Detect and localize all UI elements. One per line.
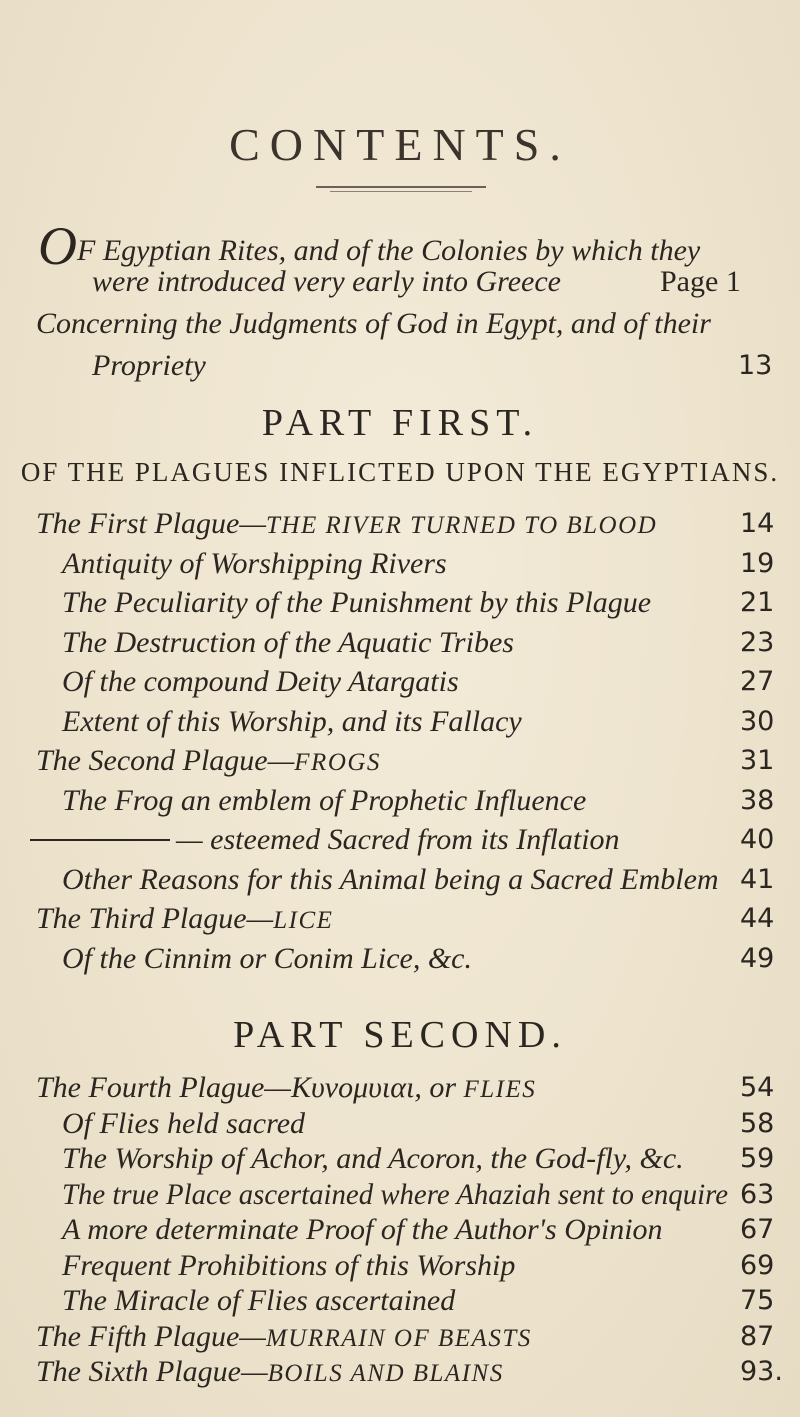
toc-entry-lead: The Fourth Plague—Κυνομυιαι, or [36,1071,464,1104]
toc-entry [0,1281,800,1321]
toc-entry-text [62,583,651,623]
toc-entry-page: 69 [740,1249,775,1281]
toc-entry [0,1175,800,1215]
toc-entry-title: The true Place ascertained where Ahaziah sent to enquire [62,1177,729,1211]
toc-entry-text [36,899,333,941]
part-second-heading: PART SECOND. [233,1014,567,1056]
toc-entry-page: 21 [740,587,775,618]
toc-entry [0,899,800,939]
toc-entry-text [62,623,514,663]
intro-text-3: Concerning the Judgments of God in Egypt, and of their [36,307,711,340]
toc-entry-text [30,820,620,860]
part-first-subheading [0,452,800,492]
toc-entry-page: 27 [740,666,775,697]
toc-entry [0,662,800,702]
toc-entry [0,1104,800,1144]
drop-cap: O [38,216,77,276]
toc-entry-title: Antiquity of Worshipping Rivers [62,546,447,580]
toc-entry-lead: The Sixth Plague— [36,1355,268,1388]
toc-entry-text [62,781,586,821]
intro-text-2: were introduced very early into Greece [92,265,561,298]
intro-text-1: F Egyptian Rites, and of the Colonies by which they [77,234,701,267]
toc-entry-text [36,504,657,546]
toc-entry-text [62,1104,305,1144]
toc-entry [0,544,800,584]
toc-entry-page: 30 [740,705,775,737]
toc-entry-smallcaps: LICE [273,907,334,934]
toc-entry-title: Extent of this Worship, and its Fallacy [62,704,522,738]
toc-entry [0,623,800,663]
intro-line-2 [0,262,800,302]
toc-entry-lead: The First Plague— [36,507,266,540]
toc-entry-text [62,1281,455,1321]
ditto-rule [30,839,170,841]
toc-entry [0,1352,800,1392]
toc-entry-text [62,860,719,900]
toc-entry-page: 49 [740,942,775,974]
toc-entry-page: 19 [740,547,775,579]
toc-entry-page: 31 [740,745,775,776]
toc-entry-title: Other Reasons for this Animal being a Sacred Emblem [62,862,719,896]
toc-entry-text [36,1352,504,1394]
toc-entry-title: The Worship of Achor, and Acoron, the God-fly, &c. [62,1142,684,1175]
toc-entry-text [36,741,381,783]
toc-entry-page: 58 [740,1107,775,1139]
toc-entry-page: 75 [740,1285,775,1316]
title-rule [316,186,486,188]
toc-entry [0,1246,800,1286]
toc-entry-page: 54 [740,1072,775,1103]
intro-line-3 [0,304,800,344]
intro-text-4: Propriety [92,349,206,382]
toc-entry-text [62,702,522,742]
toc-entry-page: 67 [740,1214,775,1245]
toc-entry-title: Frequent Prohibitions of this Worship [62,1248,516,1282]
toc-entry-text [62,1246,515,1286]
toc-entry-text [62,662,459,702]
toc-entry-title: Of Flies held sacred [62,1106,306,1140]
toc-entry-page: 23 [740,626,775,658]
toc-entry-page: 59 [740,1143,775,1174]
toc-entry-title: The Peculiarity of the Punishment by this Plague [62,586,652,619]
toc-entry-lead: The Fifth Plague— [36,1319,266,1353]
intro-line-4 [0,346,800,386]
toc-entry-title: Of the compound Deity Atargatis [62,665,459,698]
toc-entry-title: A more determinate Proof of the Author's Opinion [62,1213,663,1246]
toc-entry-smallcaps: MURRAIN OF BEASTS [265,1324,532,1352]
toc-entry-smallcaps: THE RIVER TURNED TO BLOOD [266,512,658,539]
toc-entry [0,702,800,742]
toc-entry-text [62,1139,684,1179]
part-first-subheading-text: OF THE PLAGUES INFLICTED UPON THE EGYPTIANS. [20,457,780,487]
toc-entry-page: 93. [740,1356,783,1387]
intro-page-4: 13 [738,350,773,381]
toc-entry-page: 63 [740,1178,775,1210]
intro-page-2: Page 1 [660,265,741,298]
toc-entry [0,504,800,544]
toc-entry-text [62,939,472,979]
toc-entry-page: 40 [740,824,775,855]
toc-entry [0,1210,800,1250]
toc-entry-page: 14 [740,508,775,539]
toc-entry-title: The Destruction of the Aquatic Tribes [62,625,514,659]
toc-entry-title: The Miracle of Flies ascertained [62,1284,456,1317]
toc-entry-smallcaps: FROGS [294,749,381,776]
toc-entry-text [62,544,447,584]
part-first-heading: PART FIRST. [261,402,539,444]
toc-entry [0,583,800,623]
toc-entry [0,781,800,821]
page-title: CONTENTS. [229,119,571,170]
toc-entry-title: The Frog an emblem of Prophetic Influence [62,783,587,817]
toc-entry [0,741,800,781]
title-rule-thin [330,191,472,192]
toc-entry-lead: The Third Plague— [36,902,274,935]
toc-entry [0,939,800,979]
toc-entry-title: Of the Cinnim or Conim Lice, &c. [62,941,472,975]
toc-entry-title: — esteemed Sacred from its Inflation [176,823,620,856]
toc-entry [0,1139,800,1179]
toc-entry-lead: The Second Plague— [36,744,295,777]
toc-entry-text [62,1210,663,1250]
toc-entry [0,1068,800,1108]
toc-entry [0,1317,800,1357]
toc-entry [0,820,800,860]
toc-entry-page: 38 [740,784,775,816]
intro-line-1 [0,216,800,276]
toc-entry-page: 44 [740,903,775,934]
toc-entry-smallcaps: BOILS AND BLAINS [267,1360,504,1387]
toc-entry-page: 87 [740,1320,775,1352]
toc-entry-text [62,1175,728,1215]
toc-entry-smallcaps: FLIES [463,1076,537,1103]
toc-entry [0,860,800,900]
toc-entry-page: 41 [740,863,775,895]
